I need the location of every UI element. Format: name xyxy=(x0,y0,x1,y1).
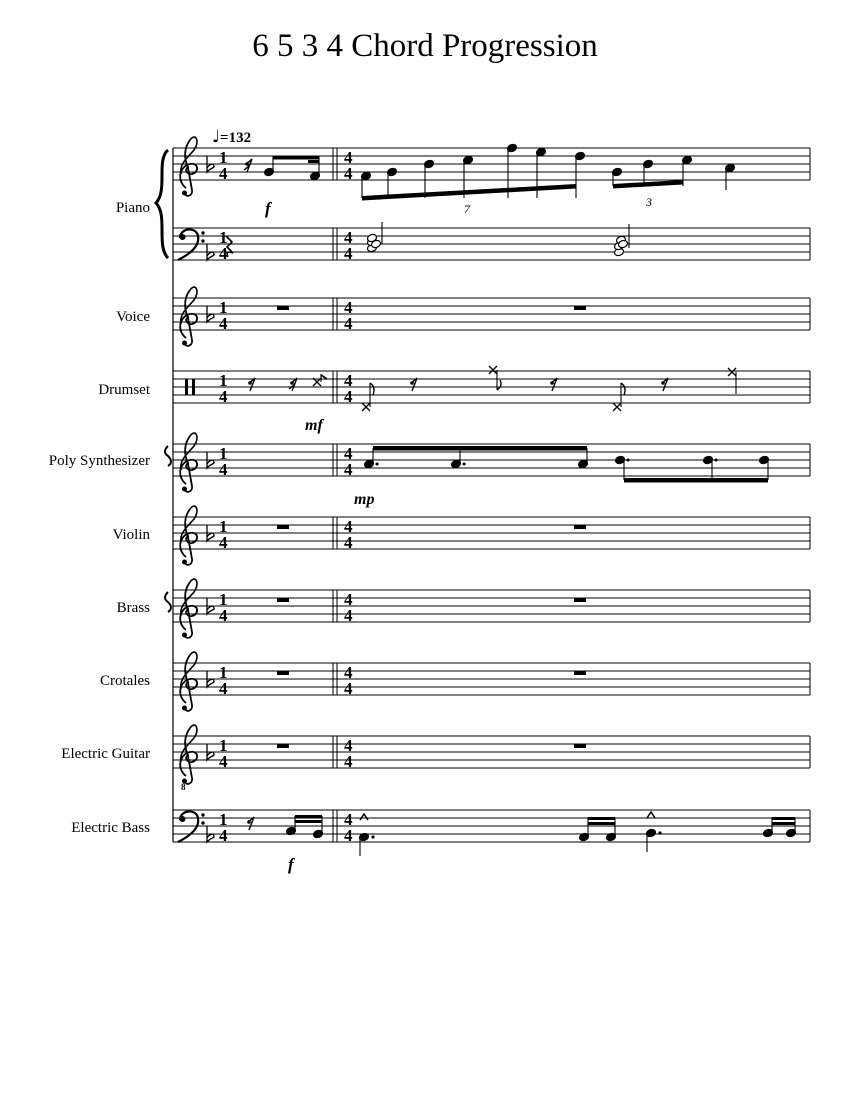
dynamic-synth: mp xyxy=(354,491,375,508)
time-signature-top: 4 xyxy=(344,517,353,536)
dot xyxy=(376,463,379,466)
time-signature-top: 1 xyxy=(219,736,228,755)
instrument-label-brass: Brass xyxy=(116,600,150,616)
instrument-label-piano: Piano xyxy=(115,200,150,216)
time-signature-top: 1 xyxy=(219,444,228,463)
time-signature-bottom: 4 xyxy=(219,826,228,845)
time-signature-bottom: 4 xyxy=(344,460,353,479)
eighth-rest-icon xyxy=(661,381,665,385)
treble-clef-icon xyxy=(180,725,197,784)
time-signature-bottom: 4 xyxy=(344,387,353,406)
whole-rest-icon xyxy=(574,744,586,748)
clefs-and-signatures xyxy=(178,137,353,845)
dot xyxy=(463,463,466,466)
time-signature-top: 4 xyxy=(344,444,353,463)
treble-clef-icon xyxy=(180,433,197,492)
time-signature-top: 1 xyxy=(219,298,228,317)
beam xyxy=(624,478,768,483)
eighth-rest-icon xyxy=(247,820,251,824)
time-signature-top: 4 xyxy=(344,590,353,609)
time-signature-bottom: 4 xyxy=(219,164,228,183)
whole-rest-icon xyxy=(574,598,586,602)
treble-clef-icon xyxy=(180,652,197,711)
whole-rest-icon xyxy=(277,525,289,529)
time-signature-top: 4 xyxy=(344,663,353,682)
tuplet-3: 3 xyxy=(646,195,652,209)
time-signature-bottom: 4 xyxy=(344,606,353,625)
page-title: 6 5 3 4 Chord Progression xyxy=(252,28,598,64)
time-signature-bottom: 4 xyxy=(344,164,353,183)
eighth-rest-icon xyxy=(245,162,249,166)
time-signature-top: 1 xyxy=(219,663,228,682)
time-signature-top: 4 xyxy=(344,298,353,317)
whole-rest-icon xyxy=(277,306,289,310)
treble-clef-icon xyxy=(180,506,197,565)
beam xyxy=(362,184,576,201)
dot xyxy=(627,459,630,462)
dot xyxy=(658,831,661,834)
time-signature-top: 4 xyxy=(344,736,353,755)
percussion-clef-icon xyxy=(185,379,188,395)
time-signature-bottom: 4 xyxy=(344,314,353,333)
whole-rest-icon xyxy=(277,598,289,602)
whole-rest-icon xyxy=(277,744,289,748)
beam xyxy=(588,817,615,820)
time-signature-bottom: 4 xyxy=(219,752,228,771)
time-signature-top: 1 xyxy=(219,228,228,247)
time-signature-bottom: 4 xyxy=(344,752,353,771)
instrument-label-crotales: Crotales xyxy=(100,673,150,689)
beam xyxy=(295,820,322,823)
marcato-icon xyxy=(360,814,368,820)
time-signature-bottom: 4 xyxy=(344,533,353,552)
eighth-rest-icon xyxy=(550,381,554,385)
time-signature-top: 4 xyxy=(344,810,353,829)
whole-rest-icon xyxy=(574,306,586,310)
eighth-rest-icon xyxy=(290,381,294,385)
tempo-value: =132 xyxy=(220,130,252,146)
dynamic-piano: f xyxy=(265,199,271,218)
time-signature-bottom: 4 xyxy=(344,679,353,698)
whole-rest-icon xyxy=(574,671,586,675)
eighth-rest-icon xyxy=(248,381,252,385)
time-signature-top: 1 xyxy=(219,371,228,390)
bass-clef-icon xyxy=(178,811,205,842)
guitar-octave-marker: 8 xyxy=(181,782,186,792)
instrument-label-electric-guitar: Electric Guitar xyxy=(61,746,150,762)
flag xyxy=(497,380,501,390)
time-signature-top: 1 xyxy=(219,517,228,536)
time-signature-bottom: 4 xyxy=(344,826,353,845)
time-signature-top: 1 xyxy=(219,810,228,829)
synth-bracket-icon xyxy=(165,446,171,466)
time-signature-bottom: 4 xyxy=(219,244,228,263)
instrument-label-voice: Voice xyxy=(116,309,150,325)
time-signature-bottom: 4 xyxy=(219,679,228,698)
quarter-note-icon: ♩ xyxy=(212,127,221,147)
beam xyxy=(308,160,319,163)
time-signature-top: 4 xyxy=(344,371,353,390)
notes xyxy=(226,143,796,856)
beam xyxy=(295,815,322,818)
marcato-icon xyxy=(647,812,655,818)
whole-rest-icon xyxy=(574,525,586,529)
instrument-label-poly-synth: Poly Synthesizer xyxy=(48,453,150,469)
time-signature-bottom: 4 xyxy=(219,460,228,479)
time-signature-bottom: 4 xyxy=(344,244,353,263)
treble-clef-icon xyxy=(180,137,197,196)
instrument-label-violin: Violin xyxy=(112,527,150,543)
instrument-label-electric-bass: Electric Bass xyxy=(71,820,150,836)
dot xyxy=(715,459,718,462)
time-signature-bottom: 4 xyxy=(219,533,228,552)
beam xyxy=(772,817,795,820)
time-signature-top: 1 xyxy=(219,148,228,167)
beam xyxy=(772,822,795,825)
treble-clef-icon xyxy=(180,287,197,346)
whole-rest-icon xyxy=(277,671,289,675)
percussion-clef-icon xyxy=(192,379,195,395)
beam xyxy=(373,446,587,451)
beam xyxy=(613,180,683,189)
time-signature-bottom: 4 xyxy=(219,606,228,625)
dynamic-drumset: mf xyxy=(305,417,323,434)
brass-bracket-icon xyxy=(165,592,171,612)
staff-lines xyxy=(173,148,810,842)
piano-brace-icon xyxy=(156,150,168,258)
beam xyxy=(273,156,319,160)
time-signature-top: 1 xyxy=(219,590,228,609)
treble-clef-icon xyxy=(180,579,197,638)
dynamic-bass: f xyxy=(288,855,294,874)
eighth-rest-icon xyxy=(410,381,414,385)
bass-clef-icon xyxy=(178,229,205,260)
dot xyxy=(371,835,374,838)
flag xyxy=(621,383,625,395)
time-signature-bottom: 4 xyxy=(219,314,228,333)
instrument-label-drumset: Drumset xyxy=(98,382,150,398)
time-signature-bottom: 4 xyxy=(219,387,228,406)
flag xyxy=(370,383,374,395)
beam xyxy=(588,822,615,825)
time-signature-top: 4 xyxy=(344,148,353,167)
tuplet-7: 7 xyxy=(464,202,470,216)
time-signature-top: 4 xyxy=(344,228,353,247)
